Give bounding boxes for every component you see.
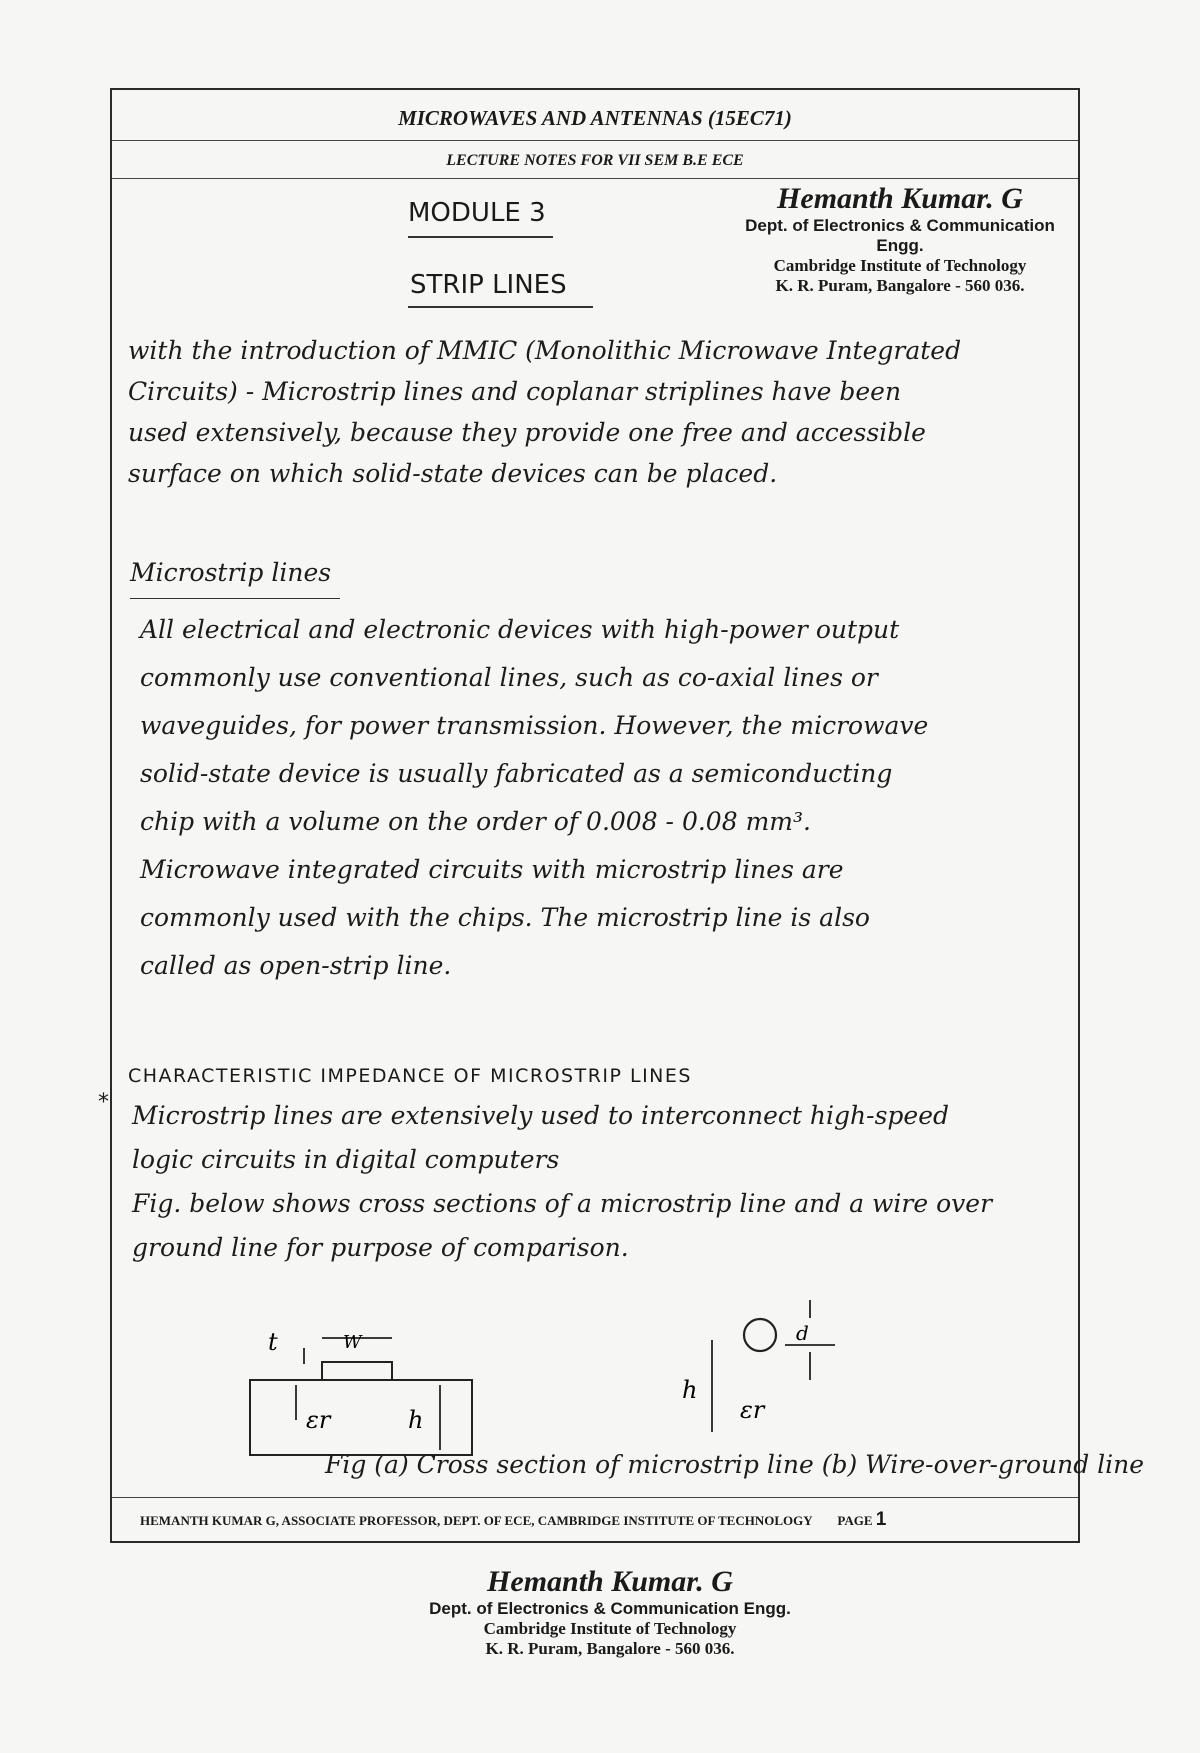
h-label-a: h [408, 1406, 424, 1434]
text-line: Microwave integrated circuits with microstrip lines are [140, 855, 844, 884]
text-line: waveguides, for power transmission. However, the microwave [140, 711, 929, 740]
text-line: ground line for purpose of comparison. [132, 1233, 629, 1262]
text-line: commonly used with the chips. The microstrip line is also [140, 903, 870, 932]
w-label: W [343, 1332, 362, 1353]
section-title: STRIP LINES [410, 270, 567, 300]
stamp-address: K. R. Puram, Bangalore - 560 036. [775, 276, 1025, 295]
text-line: Microstrip lines are extensively used to interconnect high-speed [132, 1101, 950, 1130]
microstrip-heading: Microstrip lines [130, 558, 332, 587]
stamp-department: Dept. of Electronics & Communication Engg. [429, 1599, 791, 1618]
text-line: surface on which solid-state devices can be placed. [128, 459, 778, 488]
star-marker: * [98, 1090, 109, 1115]
er-label-a: εr [306, 1406, 331, 1434]
text-line: All electrical and electronic devices with high-power output [140, 615, 900, 644]
stamp-address: K. R. Puram, Bangalore - 560 036. [485, 1639, 735, 1658]
course-header: MICROWAVES AND ANTENNAS (15EC71) [398, 106, 792, 130]
stamp-institute: Cambridge Institute of Technology [483, 1619, 737, 1638]
text-line: Fig. below shows cross sections of a microstrip line and a wire over [132, 1189, 993, 1218]
lecture-notes-subtitle: LECTURE NOTES FOR VII SEM B.E ECE [446, 152, 744, 169]
text-line: called as open-strip line. [140, 951, 452, 980]
text-line: commonly use conventional lines, such as co-axial lines or [140, 663, 878, 692]
impedance-heading: CHARACTERISTIC IMPEDANCE OF MICROSTRIP LINES [128, 1065, 692, 1087]
footer-author-text: HEMANTH KUMAR G, ASSOCIATE PROFESSOR, DEPT. OF ECE, CAMBRIDGE INSTITUTE OF TECHNOLOGY [140, 1513, 813, 1528]
page-number: 1 [875, 1509, 887, 1530]
d-label: d [796, 1321, 809, 1345]
text-line: chip with a volume on the order of 0.008 - 0.08 mm³. [140, 807, 811, 836]
h-label-b: h [682, 1376, 698, 1404]
text-line: logic circuits in digital computers [132, 1145, 560, 1174]
text-line: solid-state device is usually fabricated as a semiconducting [140, 759, 893, 788]
stamp-institute: Cambridge Institute of Technology [773, 256, 1027, 275]
t-label: t [268, 1328, 278, 1356]
author-stamp-bottom [400, 1565, 820, 1659]
author-signature: Hemanth Kumar. G [777, 182, 1023, 215]
page-label: PAGE [837, 1513, 873, 1528]
author-signature: Hemanth Kumar. G [487, 1565, 733, 1598]
footer-separator [112, 1497, 1078, 1498]
stamp-department: Dept. of Electronics & Communication Engg. [745, 216, 1055, 255]
module-title: MODULE 3 [408, 198, 546, 228]
er-label-b: εr [740, 1396, 765, 1424]
text-line: Circuits) - Microstrip lines and coplanar striplines have been [128, 377, 902, 406]
wire-circle [744, 1319, 776, 1351]
figure-caption: Fig (a) Cross section of microstrip line (b) Wire-over-ground line [325, 1450, 1145, 1479]
substrate-rect [250, 1380, 472, 1455]
text-line: with the introduction of MMIC (Monolithic Microwave Integrated [128, 336, 962, 365]
page-footer [140, 1509, 886, 1531]
text-line: used extensively, because they provide one free and accessible [128, 418, 926, 447]
strip-conductor [322, 1362, 392, 1380]
